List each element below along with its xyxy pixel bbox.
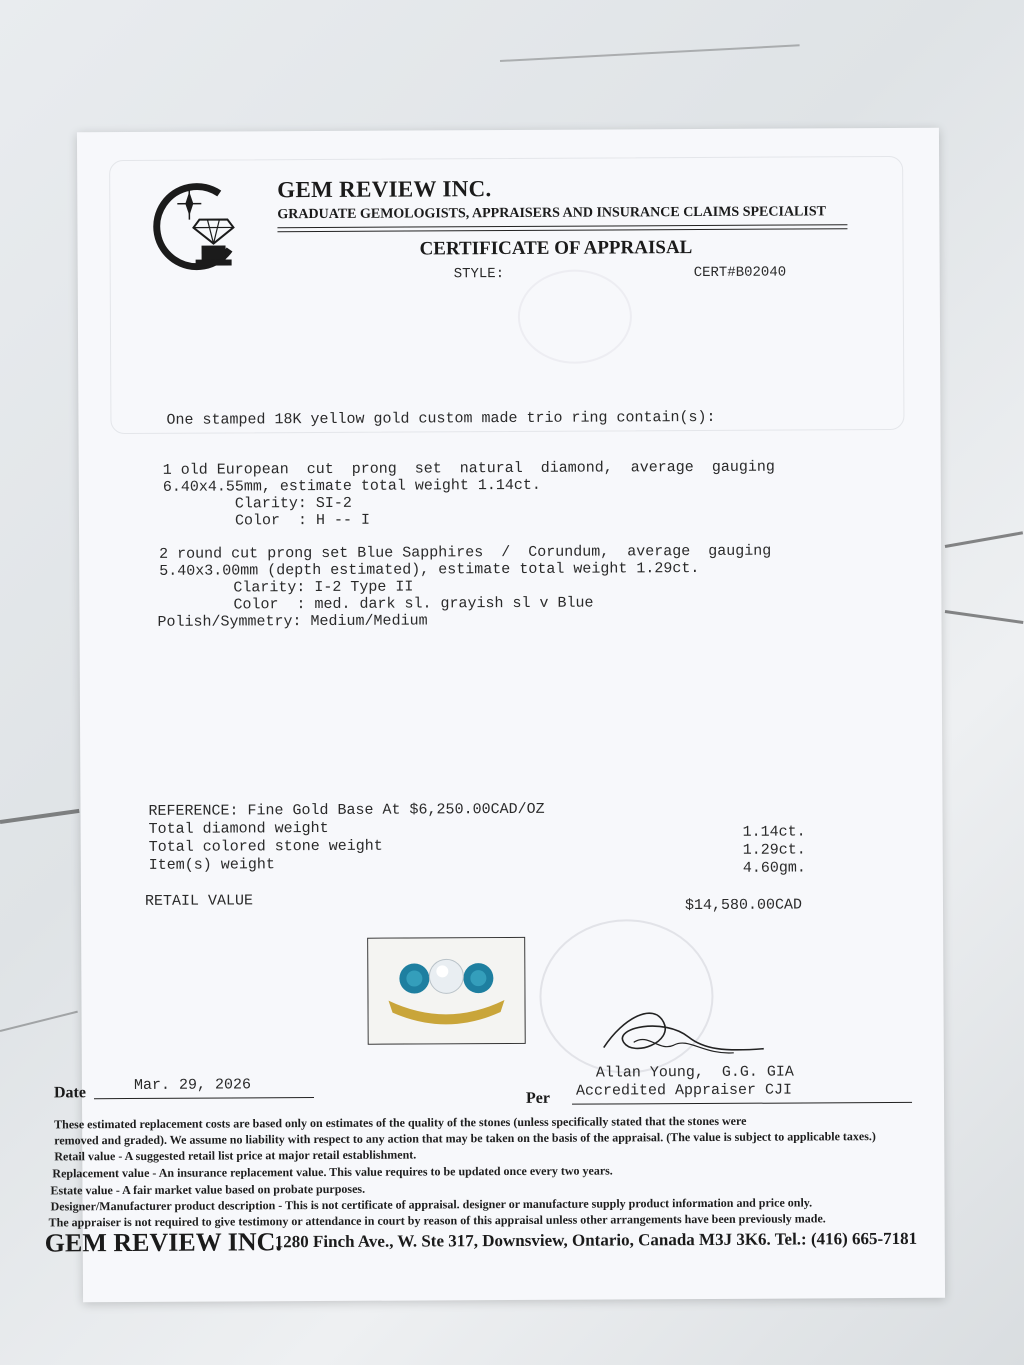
- disclaimer-line: Retail value - A suggested retail list price at major retail establishment.: [54, 1147, 417, 1164]
- sapphire-description: 2 round cut prong set Blue Sapphires / Corundum, average gauging: [159, 542, 772, 563]
- watermark-seal: [518, 269, 632, 364]
- footer-company-name: GEM REVIEW INC.: [44, 1227, 283, 1258]
- retail-value-label: RETAIL VALUE: [144, 892, 254, 910]
- diamond-description: 1 old European cut prong set natural diamond, average gauging: [162, 458, 775, 479]
- ring-photo: [367, 937, 526, 1045]
- appraisal-certificate: [44, 128, 945, 1302]
- company-tagline: GRADUATE GEMOLOGISTS, APPRAISERS AND INSURANCE CLAIMS SPECIALIST: [277, 204, 826, 223]
- disclaimer-line: Replacement value - An insurance replacement value. This value requires to be updated once every two years.: [52, 1163, 613, 1181]
- gold-reference: REFERENCE: Fine Gold Base At $6,250.00CAD/OZ: [148, 800, 545, 820]
- sapphire-color: Color : med. dark sl. grayish sl v Blue: [233, 594, 594, 614]
- per-label: Per: [525, 1089, 551, 1107]
- footer-address: 1280 Finch Ave., W. Ste 317, Downsview, Ontario, Canada M3J 3K6. Tel.: (416) 665-7181: [274, 1228, 918, 1252]
- gem-review-logo-icon: [149, 179, 241, 271]
- marble-vein: [500, 44, 800, 62]
- style-label: STYLE:: [453, 266, 505, 283]
- disclaimer-line: Estate value - A fair market value based on probate purposes.: [50, 1181, 366, 1198]
- summary-row-label: Total colored stone weight: [148, 837, 383, 856]
- sapphire-measurements: 5.40x3.00mm (depth estimated), estimate total weight 1.29ct.: [159, 560, 700, 580]
- polish-symmetry: Polish/Symmetry: Medium/Medium: [157, 612, 428, 631]
- disclaimer-line: The appraiser is not required to give testimony or attendance in court by reason of this appraisal unless other arrangements have been previously made.: [48, 1211, 826, 1230]
- appraiser-name: Allan Young, G.G. GIA: [595, 1063, 794, 1082]
- cert-number: CERT#B02040: [693, 264, 787, 282]
- summary-row-label: Item(s) weight: [148, 856, 275, 874]
- date-label: Date: [53, 1084, 87, 1102]
- retail-value-amount: $14,580.00CAD: [684, 896, 803, 915]
- marble-vein: [945, 531, 1023, 548]
- per-signature-line: [572, 1102, 912, 1105]
- signature-icon: [593, 997, 773, 1068]
- date-value: Mar. 29, 2026: [133, 1076, 252, 1094]
- diamond-color: Color : H -- I: [234, 511, 371, 530]
- summary-row-value: 1.29ct.: [742, 841, 806, 859]
- summary-row-value: 1.14ct.: [742, 823, 806, 841]
- summary-row-value: 4.60gm.: [742, 859, 806, 877]
- marble-vein: [945, 610, 1024, 624]
- marble-vein: [0, 809, 79, 824]
- ring-illustration-icon: [368, 938, 525, 1044]
- sapphire-clarity: Clarity: I-2 Type II: [233, 578, 414, 597]
- appraiser-title: Accredited Appraiser CJI: [575, 1081, 793, 1100]
- summary-row-label: Total diamond weight: [148, 819, 329, 838]
- item-intro: One stamped 18K yellow gold custom made trio ring contain(s):: [166, 408, 716, 429]
- disclaimer-line: removed and graded). We assume no liability with respect to any action that may be taken on the basis of the appraisal. (The value is subject to applicable taxes.): [54, 1129, 876, 1148]
- company-name: GEM REVIEW INC.: [277, 176, 492, 203]
- date-line: [94, 1097, 314, 1099]
- diamond-measurements: 6.40x4.55mm, estimate total weight 1.14ct.: [162, 476, 541, 496]
- marble-vein: [0, 1011, 78, 1032]
- diamond-clarity: Clarity: SI-2: [234, 494, 352, 513]
- disclaimer-line: These estimated replacement costs are based only on estimates of the quality of the stones (unless specifically stated that the stones were: [54, 1113, 747, 1132]
- disclaimer-line: Designer/Manufacturer product description - This is not certificate of appraisal. designer or manufacture supply product information and price only.: [50, 1195, 813, 1214]
- certificate-title: CERTIFICATE OF APPRAISAL: [419, 237, 693, 260]
